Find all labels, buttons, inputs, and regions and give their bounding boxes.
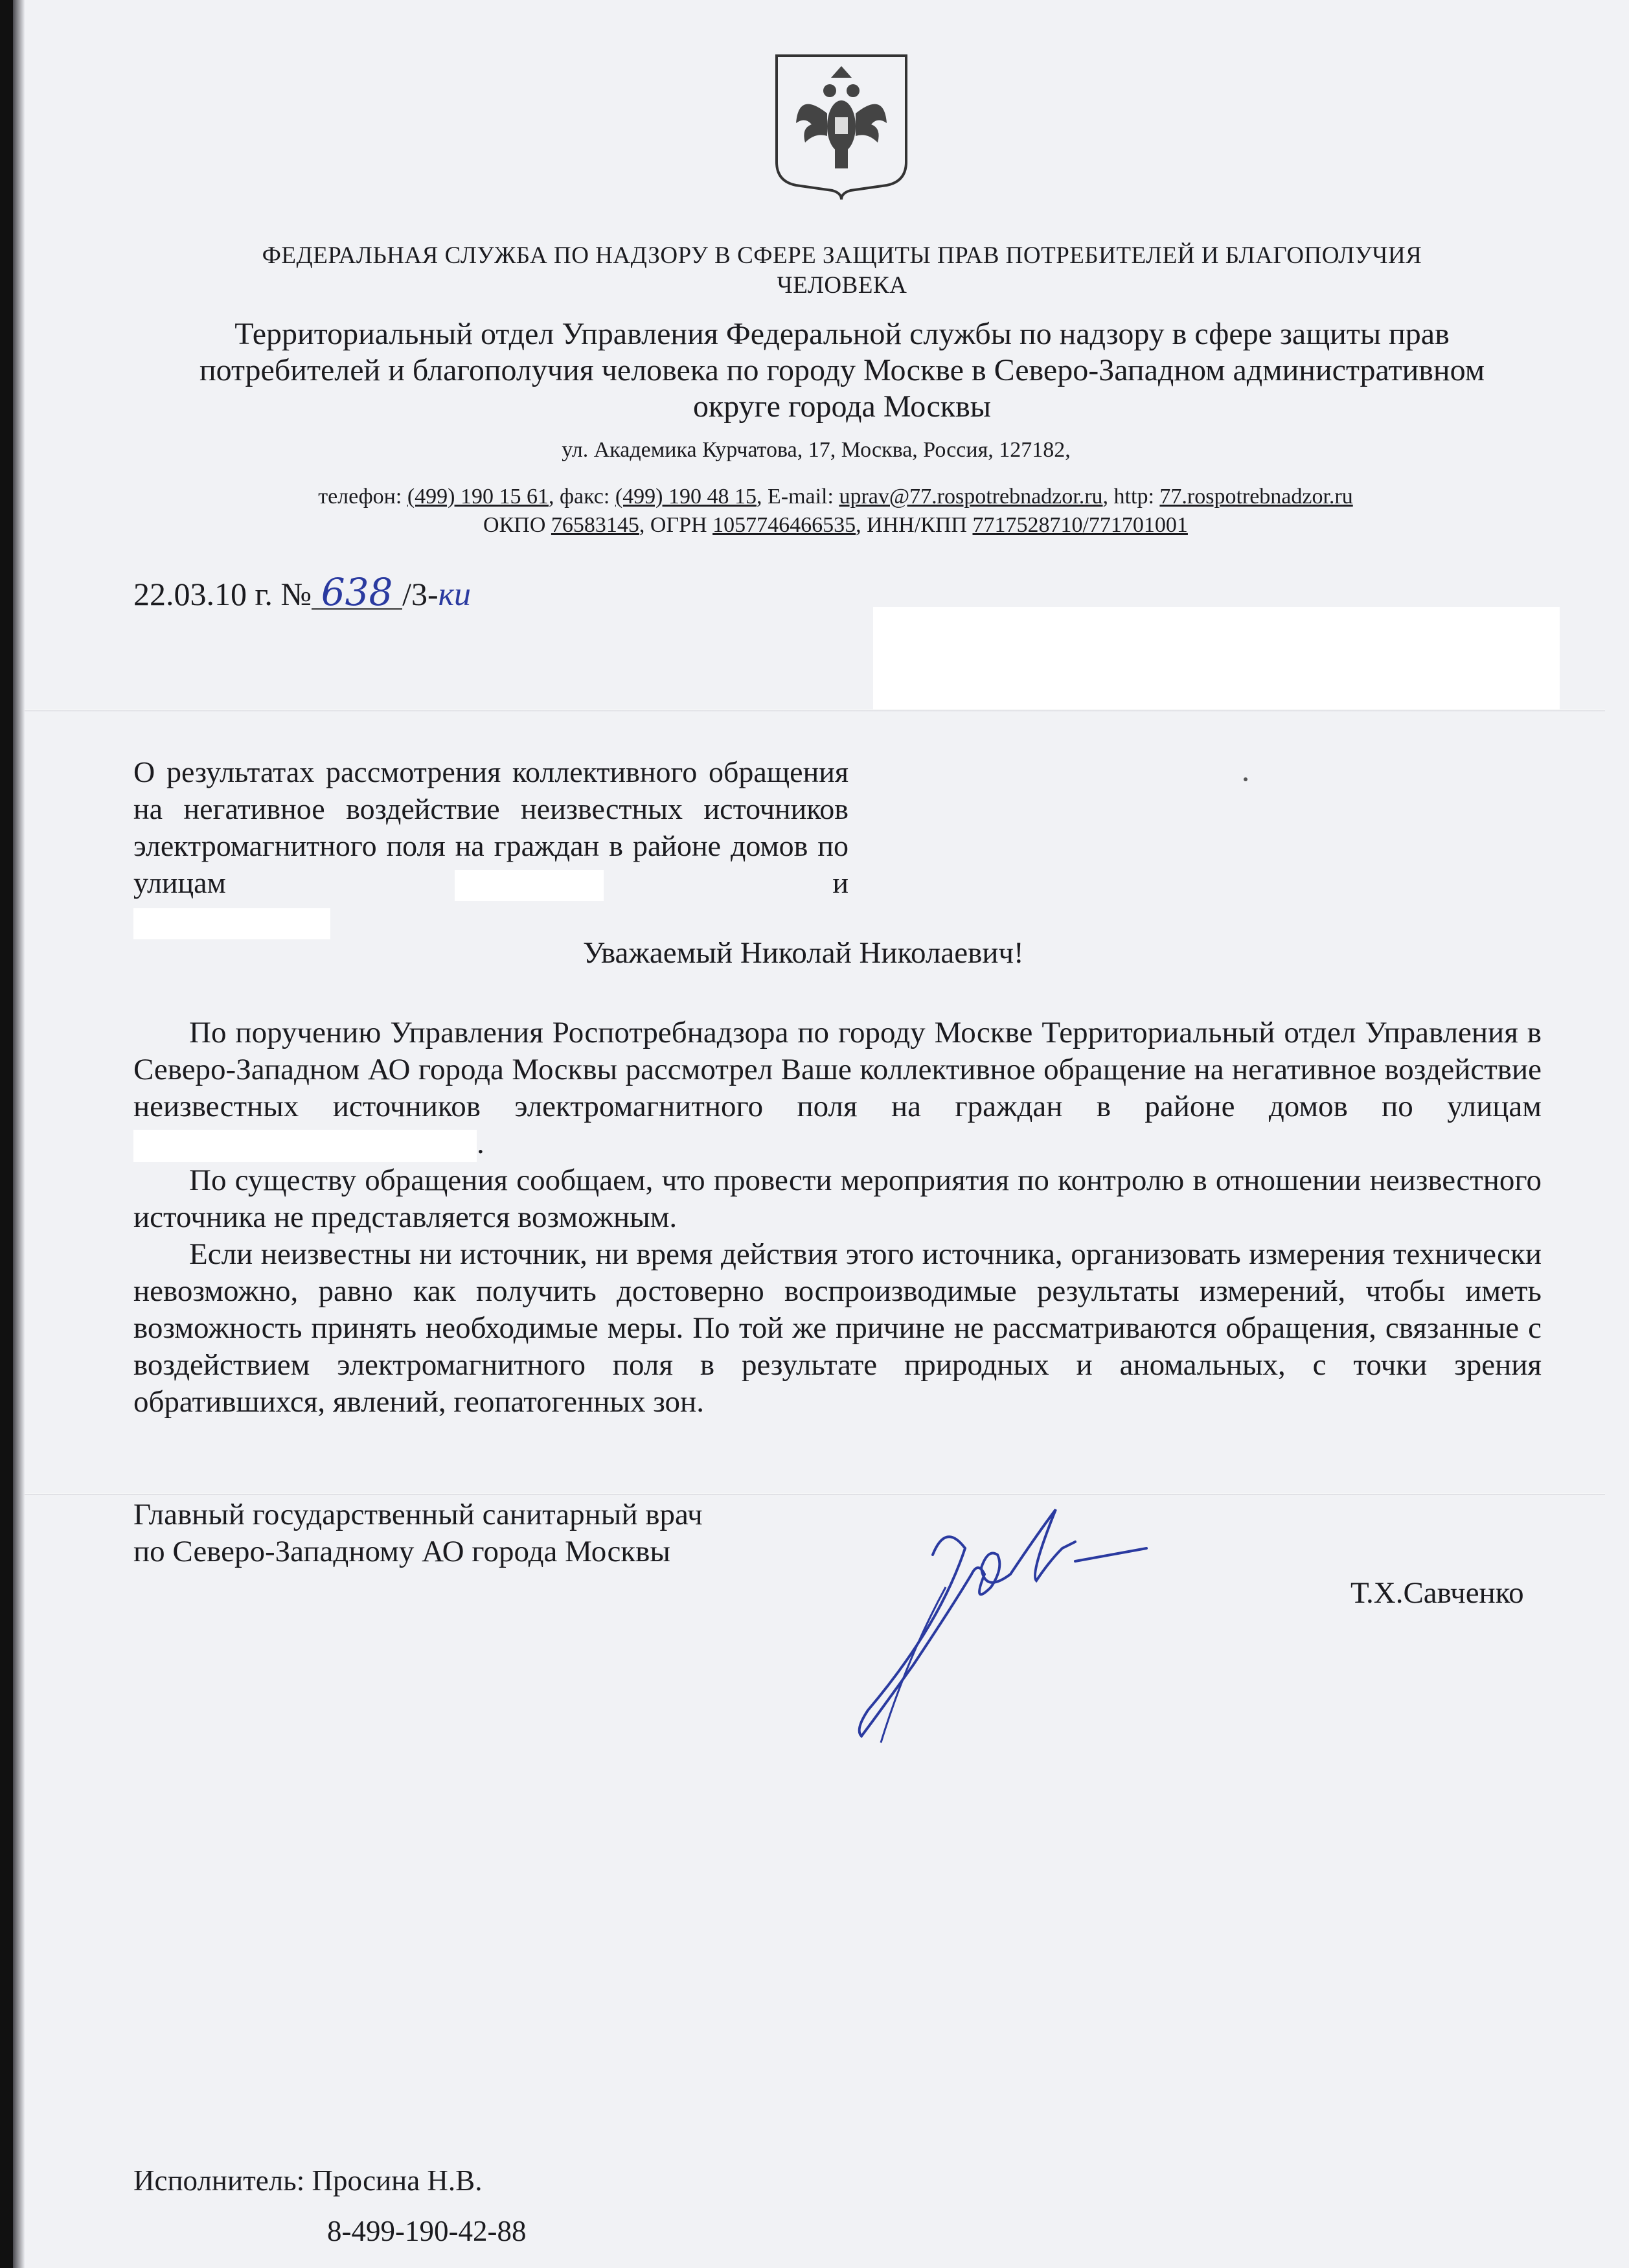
position-line: по Северо-Западному АО города Москвы bbox=[133, 1535, 670, 1568]
reference-suffix-handwritten: ки bbox=[438, 576, 471, 613]
executor-name: Исполнитель: Просина Н.В. bbox=[133, 2164, 483, 2197]
paragraph-end: . bbox=[477, 1127, 484, 1160]
subject-text: О результатах рассмотрения коллективного обращения на негативное воздействие неизвестных источников электромагнитного поля на граждан в районе домов по улицам bbox=[133, 755, 849, 899]
email-label: , E-mail: bbox=[756, 485, 834, 509]
phone-value: (499) 190 15 61 bbox=[407, 485, 549, 509]
reference-suffix: /3- bbox=[402, 576, 439, 612]
email-value: uprav@77.rospotrebnadzor.ru bbox=[839, 485, 1103, 509]
fax-label: , факс: bbox=[548, 485, 610, 509]
paper-fold bbox=[25, 709, 1605, 711]
paragraph: По существу обращения сообщаем, что провести мероприятия по контролю в отношении неизвестного источника не представляется возможным. bbox=[133, 1163, 1542, 1235]
website-value: 77.rospotrebnadzor.ru bbox=[1159, 485, 1353, 509]
okpo-label: ОКПО bbox=[483, 513, 546, 537]
ogrn-label: , ОГРН bbox=[639, 513, 707, 537]
inn-label: , ИНН/КПП bbox=[856, 513, 967, 537]
signatory-position bbox=[133, 1496, 703, 1570]
reference-date: 22.03.10 г. № bbox=[133, 576, 312, 612]
redacted-recipient bbox=[873, 607, 1560, 709]
paragraph: Если неизвестны ни источник, ни время действия этого источника, организовать измерения технически невозможно, равно как получить достоверно воспроизводимые результаты измерений, чтобы иметь возможность принять необходимые меры. По той же причине не рассматриваются обращения, связанные с воздействием электромагнитного поля в результате природных и аномальных, с точки зрения обратившихся, явлений, геопатогенных зон. bbox=[133, 1237, 1542, 1419]
redacted-street bbox=[455, 870, 604, 901]
fax-value: (499) 190 48 15 bbox=[615, 485, 757, 509]
phone-label: телефон: bbox=[318, 485, 402, 509]
subject-block bbox=[133, 753, 849, 901]
signatory-name: Т.Х.Савченко bbox=[1350, 1576, 1524, 1610]
agency-name: ФЕДЕРАЛЬНАЯ СЛУЖБА ПО НАДЗОРУ В СФЕРЕ ЗАЩИТЫ ПРАВ ПОТРЕБИТЕЛЕЙ И БЛАГОПОЛУЧИЯ ЧЕЛОВЕКА bbox=[262, 242, 1422, 299]
coat-of-arms-icon bbox=[773, 52, 910, 202]
scan-edge bbox=[0, 0, 13, 2268]
redacted-streets bbox=[133, 1130, 477, 1162]
http-label: , http: bbox=[1102, 485, 1154, 509]
okpo-value: 76583145 bbox=[551, 513, 639, 537]
executor-phone: 8-499-190-42-88 bbox=[327, 2215, 527, 2247]
scan-edge-shadow bbox=[13, 0, 25, 2268]
ogrn-value: 1057746466535 bbox=[712, 513, 856, 537]
reference-number: 638 bbox=[312, 576, 402, 610]
handwritten-signature bbox=[842, 1496, 1153, 1769]
redacted-street bbox=[133, 908, 330, 939]
greeting: Уважаемый Николай Николаевич! bbox=[583, 936, 1024, 970]
department-name: Территориальный отдел Управления Федеральной службы по надзору в сфере защиты прав потребителей и благополучия человека по городу Москве в Северо-Западном административном округе города Москвы bbox=[199, 317, 1485, 424]
contacts-block bbox=[246, 483, 1425, 540]
subject-tail: и bbox=[832, 866, 849, 899]
paragraph bbox=[133, 1014, 1542, 1162]
position-line: Главный государственный санитарный врач bbox=[133, 1498, 703, 1531]
paper-fold bbox=[25, 1493, 1605, 1495]
letter-body bbox=[133, 1014, 1542, 1421]
inn-value: 7717528710/771701001 bbox=[972, 513, 1188, 537]
address: ул. Академика Курчатова, 17, Москва, Россия, 127182, bbox=[562, 438, 1071, 462]
paragraph-text: По поручению Управления Роспотребнадзора по городу Москве Территориальный отдел Управления в Северо-Западном АО города Москвы рассмотрел Ваше коллективное обращение на негативное воздействие неизвестных источников электромагнитного поля на граждан в районе домов по улицам bbox=[133, 1016, 1542, 1123]
scan-speck bbox=[1244, 777, 1247, 781]
reference-line bbox=[133, 570, 471, 614]
